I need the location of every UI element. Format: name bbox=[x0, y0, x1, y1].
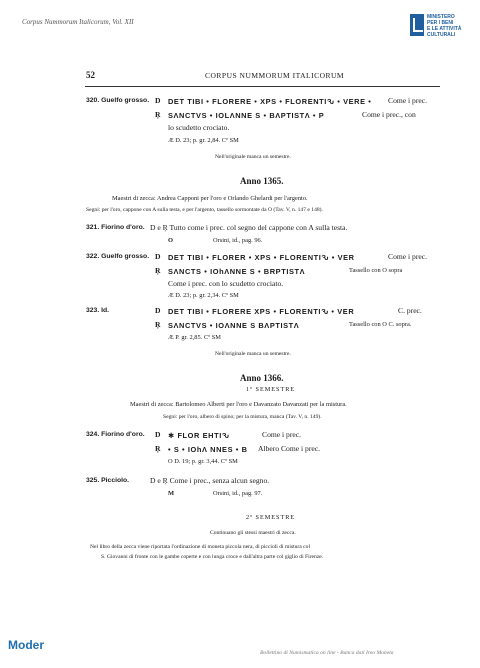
obverse-mark: D bbox=[155, 306, 161, 315]
obverse-legend: DET TIBI • FLORERE • XPS • FLORENTIԄ • VERE • bbox=[168, 97, 372, 106]
editorial-note: Nell'originale manca un semestre. bbox=[215, 351, 291, 357]
coin-meta: Orsini, id., pag. 97. bbox=[213, 490, 263, 497]
mint-marks: Segni: per l'oro, cappone con A sulla testa, e per l'argento, tassello sormontate da O (Tav. V, n. 147 e 148). bbox=[86, 207, 323, 213]
obverse-mark: D bbox=[155, 96, 161, 105]
reverse-note-cont: lo scudetto crociato. bbox=[168, 123, 230, 132]
entry-label: 321. Fiorino d'oro. bbox=[86, 224, 145, 231]
entry-label: 320. Guelfo grosso. bbox=[86, 97, 150, 104]
obverse-note: Come i prec. bbox=[388, 96, 428, 105]
footer-credit: Bollettino di Numismatica on line - Banca dati Ireo Moneta bbox=[260, 650, 394, 656]
reverse-note: Come i prec., con bbox=[362, 110, 416, 119]
reverse-note-cont: Come i prec. con lo scudetto crociato. bbox=[168, 279, 284, 288]
entry-label: 324. Fiorino d'oro. bbox=[86, 431, 145, 438]
paragraph-line: S. Giovanni di fronte con le gambe coperte e con lunga croce e dall'altra parte col giglio di Firenze. bbox=[101, 554, 324, 560]
reverse-mark: Ŗ bbox=[155, 320, 161, 329]
coin-meta: Æ D. 23; p. gr. 2,84. Cº SM bbox=[168, 137, 239, 144]
reverse-legend: SΛNCTVS • IOLΛNNE S • BΛPTISTΛ • P bbox=[168, 111, 325, 120]
ministry-logo bbox=[410, 14, 470, 42]
coin-meta: Æ P. gr. 2,85. Cº SM bbox=[168, 334, 221, 341]
reverse-legend: • S • IOhΛ NNES • B bbox=[168, 445, 248, 454]
obverse-mark: D bbox=[155, 252, 161, 261]
reverse-note: Tassello con O C. sopra. bbox=[349, 321, 412, 328]
obverse-mark: D bbox=[155, 430, 161, 439]
entry-text: D e Ŗ Come i prec., senza alcun segno. bbox=[150, 476, 270, 485]
obverse-legend: DET TIBI • FLORER • XPS • FLORENTIԄ • VER bbox=[168, 253, 355, 262]
metal-mark: M bbox=[168, 490, 175, 497]
paragraph-line: Nel libro della zecca viene riportata l'ordinazione di moneta piccola nera, di piccioli di mistura col bbox=[90, 544, 311, 550]
ministry-emblem-icon bbox=[410, 14, 424, 36]
entry-label: 323. Id. bbox=[86, 307, 110, 314]
editorial-note: Nell'originale manca un semestre. bbox=[215, 154, 291, 160]
reverse-mark: Ŗ bbox=[155, 266, 161, 275]
semester-heading: 1º SEMESTRE bbox=[246, 386, 296, 393]
year-heading: Anno 1366. bbox=[240, 373, 284, 383]
mint-masters: Maestri di zecca: Bartolomeo Alberti per l'oro e Davanzato Davanzati per la mistura. bbox=[130, 401, 347, 408]
coin-meta: Æ D. 23; p. gr. 2,34. Cº SM bbox=[168, 292, 239, 299]
running-title: CORPUS NUMMORUM ITALICORUM bbox=[205, 71, 345, 80]
obverse-legend: ✱ FLOR EHTIԄ bbox=[168, 431, 230, 440]
moder-logo: Moder bbox=[8, 638, 44, 652]
reverse-legend: SΛNCTVS • IOΛNNE S BΛPTISTΛ bbox=[168, 321, 300, 330]
reverse-mark: Ŗ bbox=[155, 110, 161, 119]
entry-text: D e Ŗ Tutto come i prec. col segno del cappone con A sulla testa. bbox=[150, 223, 348, 232]
reverse-legend: SΛNCTS • IOhΛNNE S • BRPTISTΛ bbox=[168, 267, 306, 276]
year-heading: Anno 1365. bbox=[240, 176, 284, 186]
semester-heading: 2º SEMESTRE bbox=[246, 514, 296, 521]
coin-meta: O D. 19; p. gr. 3,44. Cº SM bbox=[168, 458, 238, 465]
coin-meta: Orsini, id., pag. 96. bbox=[213, 237, 263, 244]
mint-masters: Continuano gli stessi maestri di zecca. bbox=[210, 530, 296, 536]
metal-mark: O bbox=[168, 237, 173, 244]
obverse-legend: DET TIBI • FLORERE XPS • FLORENTIԄ • VER bbox=[168, 307, 355, 316]
obverse-note: Come i prec. bbox=[262, 430, 302, 439]
reverse-note: Tassello con O sopra bbox=[349, 267, 403, 274]
entry-label: 322. Guelfo grosso. bbox=[86, 253, 150, 260]
header-rule bbox=[85, 86, 440, 87]
reverse-mark: Ŗ bbox=[155, 444, 161, 453]
ministry-logo-text: MINISTERO PER I BENI E LE ATTIVITÀ CULTURALI bbox=[427, 14, 462, 38]
reverse-note: Albero Come i prec. bbox=[258, 444, 320, 453]
mint-masters: Maestri di zecca: Andrea Capponi per l'oro e Orlando Ghelardi per l'argento. bbox=[112, 195, 308, 202]
entry-label: 325. Picciolo. bbox=[86, 477, 130, 484]
mint-marks: Segni: per l'oro, albero di spino; per la mistura, manca (Tav. V, n. 149). bbox=[163, 414, 322, 420]
obverse-note: C. prec. bbox=[398, 306, 422, 315]
obverse-note: Come i prec. bbox=[388, 252, 428, 261]
page-number: 52 bbox=[86, 70, 95, 80]
journal-title: Corpus Nummorum Italicorum, Vol. XII bbox=[22, 18, 134, 26]
